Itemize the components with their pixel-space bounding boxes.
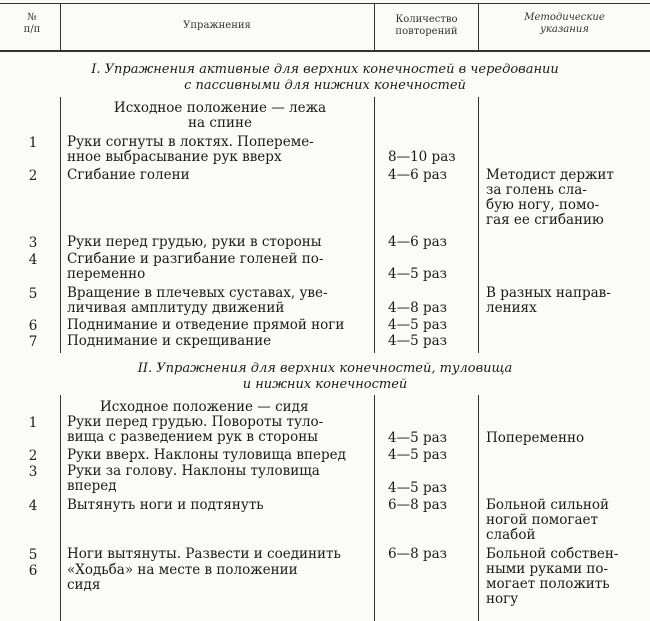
- section2-reps: 4—5 раз: [388, 430, 448, 446]
- section2-row-number: 1: [28, 415, 38, 431]
- section1-row-number: 5: [28, 286, 38, 302]
- section2-row-number: 2: [28, 448, 38, 464]
- section1-row-number: 7: [28, 334, 38, 350]
- section2-exercise-text: Ноги вытянуты. Развести и соединить: [67, 546, 341, 562]
- section2-reps: 6—8 раз: [388, 497, 448, 513]
- section1-notes: В разных направ- лениях: [486, 285, 611, 316]
- section2-row-number: 4: [28, 498, 38, 514]
- section1-row-number: 4: [28, 252, 38, 268]
- section1-start-position: Исходное положение — лежа на спине: [113, 100, 327, 131]
- section1-exercise-text: Руки согнуты в локтях. Попереме- нное выбрасывание рук вверх: [67, 134, 314, 165]
- section2-row-number: 6: [28, 563, 38, 579]
- section1-title-2: с пассивными для нижних конечностей: [184, 78, 466, 93]
- section1-row-number: 1: [28, 135, 38, 151]
- section2-start-position: Исходное положение — сидя: [100, 399, 309, 415]
- body-col-divider-3a: [478, 97, 479, 353]
- section1-row-number: 2: [28, 168, 38, 184]
- section2-notes: Больной сильной ногой помогает слабой: [486, 497, 609, 543]
- section1-reps: 4—6 раз: [388, 167, 448, 183]
- section2-title: II. Упражнения для верхних конечностей, туловища: [137, 361, 513, 376]
- section2-notes: Больной собствен- ными руками по- могает положить ногу: [486, 546, 619, 607]
- section2-exercise-text: Руки перед грудью. Повороты туло- вища с разведением рук в стороны: [67, 414, 324, 445]
- section1-reps: 4—5 раз: [388, 333, 448, 349]
- section2-exercise-text: Руки за голову. Наклоны туловища вперед: [67, 463, 320, 494]
- section2-exercise-text: «Ходьба» на месте в положении сидя: [67, 562, 298, 593]
- section2-notes: Попеременно: [486, 430, 585, 446]
- body-col-divider-3b: [478, 395, 479, 621]
- body-col-divider-2b: [374, 395, 375, 621]
- section1-exercise-text: Сгибание и разгибание голеней по- переменно: [67, 251, 324, 282]
- section1-exercise-text: Вращение в плечевых суставах, уве- личивая амплитуду движений: [67, 285, 328, 316]
- top-rule: [0, 3, 650, 4]
- header-exercise: Упражнения: [183, 20, 251, 31]
- section1-row-number: 6: [28, 318, 38, 334]
- body-col-divider-1b: [60, 395, 61, 621]
- section2-row-number: 3: [28, 464, 38, 480]
- section1-reps: 8—10 раз: [388, 149, 456, 165]
- section1-exercise-text: Поднимание и скрещивание: [67, 333, 272, 349]
- section2-reps: 4—5 раз: [388, 480, 448, 496]
- body-col-divider-1a: [60, 97, 61, 353]
- section2-reps: 4—5 раз: [388, 447, 448, 463]
- section2-exercise-text: Вытянуть ноги и подтянуть: [67, 497, 264, 513]
- section2-reps: 6—8 раз: [388, 546, 448, 562]
- header-reps: Количество повторений: [395, 14, 458, 37]
- section1-exercise-text: Сгибание голени: [67, 167, 190, 183]
- header-rule: [0, 50, 650, 52]
- section2-row-number: 5: [28, 547, 38, 563]
- section2-title-2: и нижних конечностей: [242, 377, 408, 392]
- section1-reps: 4—6 раз: [388, 234, 448, 250]
- header-num: № п/п: [23, 12, 41, 35]
- section1-exercise-text: Поднимание и отведение прямой ноги: [67, 317, 345, 333]
- header-notes: Методические указания: [524, 12, 605, 35]
- section1-reps: 4—5 раз: [388, 266, 448, 282]
- section1-exercise-text: Руки перед грудью, руки в стороны: [67, 234, 322, 250]
- section1-title: I. Упражнения активные для верхних конечностей в чередовании: [91, 62, 559, 77]
- section2-exercise-text: Руки вверх. Наклоны туловища вперед: [67, 447, 346, 463]
- section1-reps: 4—5 раз: [388, 317, 448, 333]
- section1-notes: Методист держит за голень сла- бую ногу, помо- гая ее сгибанию: [486, 167, 614, 228]
- section1-reps: 4—8 раз: [388, 300, 448, 316]
- section1-row-number: 3: [28, 235, 38, 251]
- body-col-divider-2a: [374, 97, 375, 353]
